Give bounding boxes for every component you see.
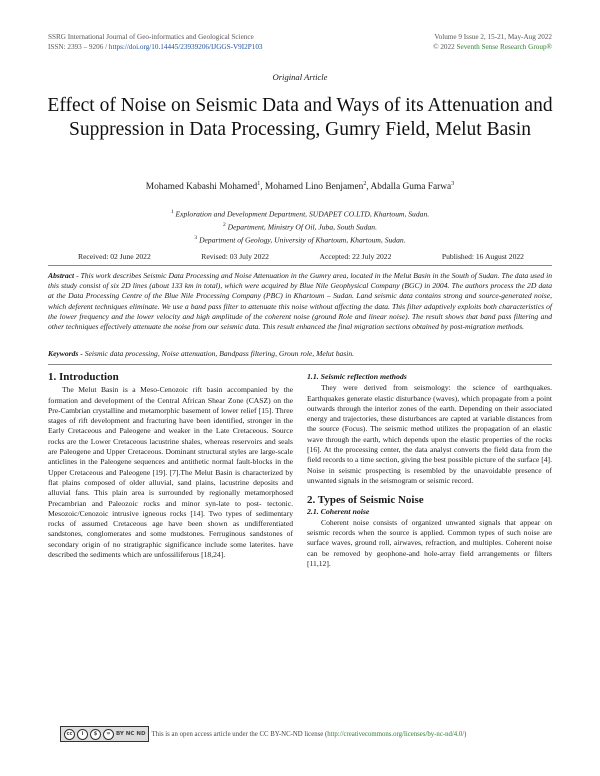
divider-bottom	[48, 364, 552, 365]
keywords-label: Keywords -	[48, 349, 83, 358]
affil-mark: 3	[194, 235, 198, 242]
abstract-text: - This work describes Seismic Data Processing and Noise Attenuation in the Gumry area, located in the Melut Basin in the South of Sudan. The data used in this study consist of six 2D lines (about 133 km in total), which were acquired by Blue Nile Geophysical Company (BGC) in 2004. The authors process the 2D data at the Data Processing Centre of the Blue Nile Processing Company (PBC) in Khartoum – Sudan. Land seismic data contains strong and source-generated noise, which deferent techniques eliminate. We use a band pass filter to attenuate this noise without affecting the data. This filter adaptively exploits both characteristics of the lower frequency and the lower velocity and high amplitude of the coherent noise (ground Role and linear noise). The result shows that band pass filtering and other techniques effectively attenuate the noise from our seismic data. This result enhanced the final migration sections obtained by post-migration methods.	[48, 271, 552, 332]
paper-title: Effect of Noise on Seismic Data and Ways of its Attenuation and Suppression in Data Processing, Gumry Field, Melut Basin	[47, 95, 553, 140]
nd-icon: =	[103, 729, 114, 740]
license-close: )	[464, 730, 467, 738]
published-date: Published: 16 August 2022	[441, 252, 524, 261]
coherent-noise-paragraph: Coherent noise consists of organized unwanted signals that appear on seismic records when the source is applied. Common types of such noise are surface waves, ground roll, airwaves, refraction, and multiples. Coherent noise can be removed by geophone-and hole-array field arrangements or filters [11,12].	[307, 517, 552, 569]
by-icon: i	[77, 729, 88, 740]
doi-link[interactable]: https://doi.org/10.14445/23939206/IJGGS-V9I2P103	[108, 43, 263, 51]
introduction-paragraph: The Melut Basin is a Meso-Cenozoic rift basin accompanied by the formation and development of the Central African Shear Zone (CASZ) on the Pre-Cambrian crystalline and metamorphic basement of lower relief [15]. Three stages of rift development and fracturing have been identified, stronger in the Early Cretaceous and Paleogene and weaker in the Late Cretaceous. Source rocks are the Lower Cretaceous lacustrine shales, whereas reservoirs and seals are Paleogene and Upper Cretaceous. Dominant structural styles are large-scale anticlines in the Paleogene sequences and antithetic normal fault-blocks in the Upper Cretaceous and Paleogene [19]. [7].The Melut Basin is characterized by flat plains composed of older alluvial, sand plains, lacustrine deposits and alluvial fans. This plain area is surrounded by regionally metamorphosed Precambrian and Paleozoic rocks and minor syn-late to post- tectonic. Mesozoic/Cenozoic intrusive igneous rocks [14]. Two types of sedimentary rocks of assumed Cretaceous age have been shown as undifferentiated sandstones, conglomerates and some mudstones. Ferruginous sandstones of secondary origin of no stratigraphic significance include some laterites. have described the sediments which are unfossiliferous [18,24].	[48, 385, 293, 560]
author-name: Abdalla Guma Farwa	[370, 182, 452, 193]
affiliation-list	[40, 207, 560, 246]
author-list: Mohamed Kabashi Mohamed$^1$, Mohamed Lino Benjamen$^2$, Abdalla Guma Farwa$^3$	[145, 181, 455, 193]
volume-info: Volume 9 Issue 2, 15-21, May-Aug 2022	[434, 33, 552, 41]
received-date: Received: 02 June 2022	[78, 252, 151, 261]
dates-row	[78, 252, 524, 261]
left-column	[48, 372, 293, 560]
affiliation	[40, 207, 560, 220]
license-text: This is an open access article under the CC BY-NC-ND license (	[151, 730, 328, 738]
keywords	[48, 349, 552, 358]
keywords-text: Seismic data processing, Noise attenuation, Bandpass filtering, Groun role, Melut basin.	[82, 349, 355, 358]
author-name: Mohamed Kabashi Mohamed	[145, 182, 258, 193]
affiliation	[40, 220, 560, 233]
article-type: Original Article	[272, 72, 328, 82]
volume-header	[292, 32, 552, 52]
affil-mark: 2	[223, 222, 226, 229]
copyright-line	[292, 42, 552, 52]
author-affil-mark: 1	[257, 181, 261, 187]
affiliation	[40, 233, 560, 246]
subsection-heading-coherent-noise: 2.1. Coherent noise	[307, 506, 370, 516]
section-heading-introduction: 1. Introduction	[48, 371, 119, 383]
affiliation-text: Department, Ministry Of Oil, Juba, South Sudan.	[227, 222, 377, 232]
license-footer	[60, 726, 560, 742]
copyright-year: © 2022	[433, 43, 455, 51]
author-name: Mohamed Lino Benjamen	[264, 182, 364, 193]
section-heading-noise-types: 2. Types of Seismic Noise	[307, 494, 424, 507]
affiliation-text: Department of Geology, University of Khartoum, Khartoum, Sudan.	[199, 235, 406, 245]
author-affil-mark: 3	[451, 181, 455, 187]
publisher-name: Seventh Sense Research Group®	[456, 43, 552, 51]
issn: ISSN: 2393 – 9206 /	[48, 43, 108, 51]
right-column	[307, 372, 552, 569]
nc-icon: $	[90, 729, 101, 740]
cc-license-badge[interactable]	[60, 726, 149, 742]
journal-name: SSRG International Journal of Geo-informatics and Geological Science	[48, 33, 254, 41]
cc-badge-label: BY NC ND	[116, 731, 146, 737]
license-link[interactable]: http://creativecommons.org/licenses/by-nc-nd/4.0/	[327, 730, 465, 738]
accepted-date: Accepted: 22 July 2022	[319, 252, 392, 261]
seismic-reflection-paragraph: They were derived from seismology: the science of earthquakes. Earthquakes generate elastic disturbance (waves), which propagate from a point outwards through the interior zones of the earth. Depending on their associated energy and trajectories, these disturbances are capted at variable distances from the source (Focus). The seismic method utilizes the propagation of an elastic wave through the earth, which depends upon the elastic properties of the rocks [16]. At the processing center, the data analyst converts the field data from the field records to a time section, giving the best possible picture of the surface [4]. Noise in seismic prospecting is resembled by the unavoidable presence of unwanted signals in the seismogram or seismic record.	[307, 383, 552, 485]
revised-date: Revised: 03 July 2022	[201, 252, 269, 261]
abstract-label: Abstract	[48, 271, 75, 280]
affil-mark: 1	[170, 209, 174, 215]
cc-icon: cc	[64, 729, 75, 740]
subsection-heading-seismic-reflection: 1.1. Seismic reflection methods	[307, 372, 407, 381]
affiliation-text: Exploration and Development Department, SUDAPET CO.LTD, Khartoum, Sudan.	[175, 209, 430, 219]
divider-top	[48, 265, 552, 266]
author-affil-mark: 2	[363, 181, 367, 187]
abstract	[48, 271, 552, 332]
